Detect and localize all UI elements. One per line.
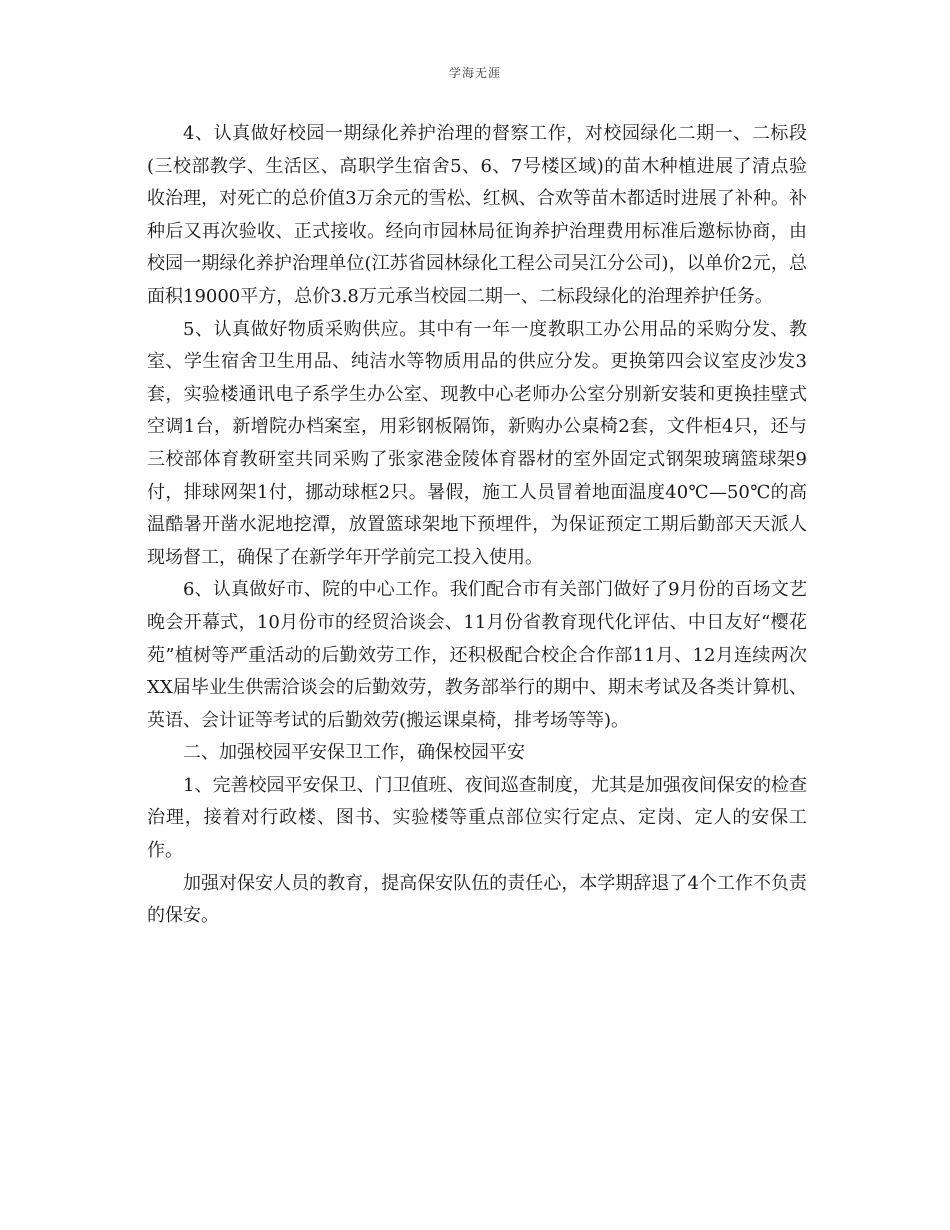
paragraph-guard-education: 加强对保安人员的教育，提高保安队伍的责任心，本学期辞退了4个工作不负责的保安。: [147, 872, 807, 927]
paragraph-material-procurement: 5、认真做好物质采购供应。其中有一年一度教职工办公用品的采购分发、教室、学生宿舍卫生用品、纯洁水等物质用品的供应分发。更换第四会议室皮沙发3套，实验楼通讯电子系学生办公室、现教中心老师办公室分别新安装和更换挂壁式空调1台，新增院办档案室，用彩钢板隔饰，新购办公桌椅2套，文件柜4只，还与三校部体育教研室共同采购了张家港金陵体育器材的室外固定式钢架玻璃篮球架9付，排球网架1付，挪动球框2只。暑假，施工人员冒着地面温度40℃—50℃的高温酷暑开凿水泥地挖潭，放置篮球架地下预埋件，为保证预定工期后勤部天天派人现场督工，确保了在新学年开学前完工投入使用。: [147, 318, 807, 568]
document-body: [147, 118, 807, 933]
paragraph-central-work: 6、认真做好市、院的中心工作。我们配合市有关部门做好了9月份的百场文艺晚会开幕式，10月份市的经贸洽谈会、11月份省教育现代化评估、中日友好“樱花苑”植树等严重活动的后勤效劳工作，还积极配合校企合作部11月、12月连续两次XX届毕业生供需洽谈会的后勤效劳，教务部举行的期中、期末考试及各类计算机、英语、会计证等考试的后勤效劳(搬运课桌椅，排考场等等)。: [147, 579, 807, 731]
paragraph-security-system: 1、完善校园平安保卫、门卫值班、夜间巡查制度，尤其是加强夜间保安的检查治理，接着对行政楼、图书、实验楼等重点部位实行定点、定岗、定人的安保工作。: [147, 774, 807, 862]
section-heading-campus-security: 二、加强校园平安保卫工作，确保校园平安: [183, 742, 525, 764]
page-header: 学海无涯: [448, 66, 501, 80]
paragraph-greening-maintenance: 4、认真做好校园一期绿化养护治理的督察工作，对校园绿化二期一、二标段(三校部教学、生活区、高职学生宿舍5、6、7号楼区域)的苗木种植进展了清点验收治理，对死亡的总价值3万余元的雪松、红枫、合欢等苗木都适时进展了补种。补种后又再次验收、正式接收。经向市园林局征询养护治理费用标准后邀标协商，由校园一期绿化养护治理单位(江苏省园林绿化工程公司吴江分公司)，以单价2元，总面积19000平方，总价3.8万元承当校园二期一、二标段绿化的治理养护任务。: [147, 123, 807, 307]
